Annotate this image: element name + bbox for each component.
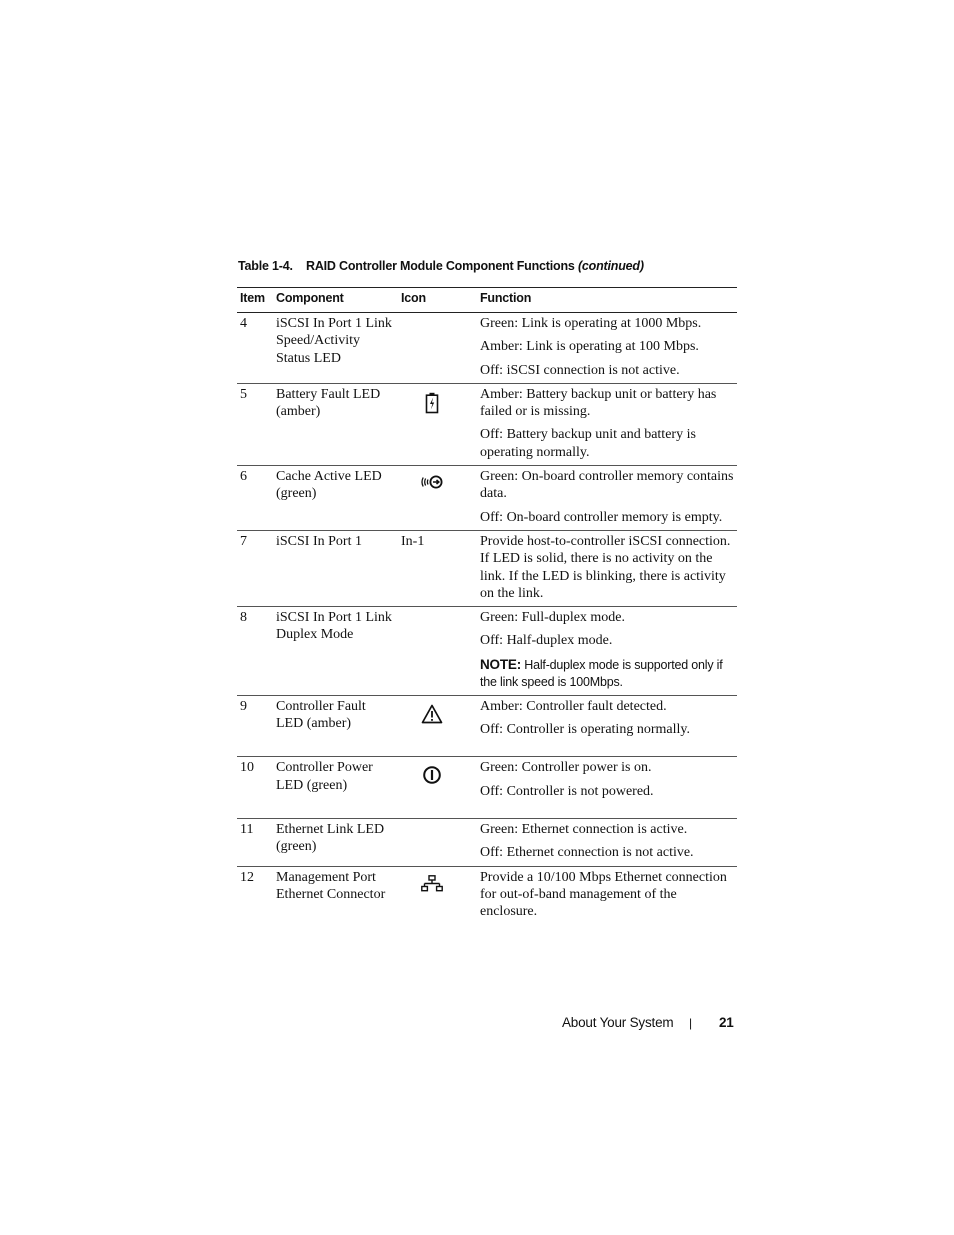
page-number: 21 xyxy=(719,1015,734,1030)
icon-cell xyxy=(398,383,477,465)
item-number: 8 xyxy=(237,607,273,696)
function-cell xyxy=(477,757,737,819)
icon-cell xyxy=(398,466,477,531)
table-header-row xyxy=(237,288,737,313)
table-row xyxy=(237,757,737,819)
table-title: RAID Controller Module Component Functions xyxy=(306,259,575,273)
table-row xyxy=(237,695,737,757)
function-line: Off: Controller is not powered. xyxy=(480,783,654,799)
function-line: Off: Battery backup unit and battery is operating normally. xyxy=(480,427,696,460)
function-cell xyxy=(477,866,737,924)
table-number: Table 1-4. xyxy=(238,259,293,273)
table-row xyxy=(237,818,737,866)
function-cell xyxy=(477,383,737,465)
table-row xyxy=(237,530,737,606)
note xyxy=(480,656,734,691)
function-line: Amber: Link is operating at 100 Mbps. xyxy=(480,339,699,355)
note-text: Half-duplex mode is supported only if the link speed is 100Mbps. xyxy=(480,657,723,689)
function-line: Amber: Battery backup unit or battery has failed or is missing. xyxy=(480,386,717,420)
function-line: Provide a 10/100 Mbps Ethernet connection for out-of-band management of the enclosure. xyxy=(480,869,727,920)
function-line: Provide host-to-controller iSCSI connection. If LED is solid, there is no activity on the link. If the LED is blinking, there is activity on the link. xyxy=(480,533,731,601)
function-line: Off: Half-duplex mode. xyxy=(480,633,613,649)
function-cell xyxy=(477,466,737,531)
component-name: iSCSI In Port 1 Link Speed/Activity Status LED xyxy=(273,313,398,384)
battery-fault-icon xyxy=(425,392,439,419)
icon-cell xyxy=(398,866,477,924)
header-item: Item xyxy=(237,288,273,313)
function-line: Green: Ethernet connection is active. xyxy=(480,821,688,837)
item-number: 9 xyxy=(237,695,273,757)
function-cell xyxy=(477,313,737,384)
icon-cell xyxy=(398,757,477,819)
item-number: 7 xyxy=(237,530,273,606)
table-caption xyxy=(238,259,644,273)
table-row xyxy=(237,866,737,924)
item-number: 12 xyxy=(240,869,254,885)
item-number: 5 xyxy=(237,383,273,465)
function-line: Off: iSCSI connection is not active. xyxy=(480,362,680,378)
item-number: 4 xyxy=(237,313,273,384)
component-name: Ethernet Link LED (green) xyxy=(273,818,398,866)
component-name: Controller Power LED (green) xyxy=(273,757,398,819)
footer-separator: | xyxy=(689,1016,692,1030)
table-row xyxy=(237,607,737,696)
function-cell xyxy=(477,818,737,866)
function-line: Green: On-board controller memory contains data. xyxy=(480,469,734,502)
component-name: iSCSI In Port 1 xyxy=(273,530,398,606)
icon-cell xyxy=(398,313,477,384)
item-number: 11 xyxy=(237,818,273,866)
function-cell xyxy=(477,530,737,606)
header-component: Component xyxy=(273,288,398,313)
table-row xyxy=(237,313,737,384)
footer-section-title: About Your System xyxy=(562,1015,674,1030)
component-name: Cache Active LED (green) xyxy=(273,466,398,531)
icon-cell xyxy=(398,818,477,866)
function-line: Green: Full-duplex mode. xyxy=(480,610,626,626)
function-line: Off: Controller is operating normally. xyxy=(480,722,690,738)
function-cell xyxy=(477,695,737,757)
icon-label: In-1 xyxy=(398,530,477,606)
network-icon xyxy=(421,875,443,898)
component-functions-table xyxy=(237,287,737,924)
item-number: 10 xyxy=(237,757,273,819)
function-line: Amber: Controller fault detected. xyxy=(480,698,667,714)
table-row xyxy=(237,466,737,531)
function-cell xyxy=(477,607,737,696)
cache-active-icon xyxy=(420,474,444,495)
function-line: Off: Ethernet connection is not active. xyxy=(480,845,694,861)
icon-cell xyxy=(398,607,477,696)
power-icon xyxy=(422,765,442,790)
function-line: Green: Link is operating at 1000 Mbps. xyxy=(480,316,702,331)
icon-cell xyxy=(398,695,477,757)
warning-triangle-icon xyxy=(421,704,443,729)
header-icon: Icon xyxy=(398,288,477,313)
component-name: iSCSI In Port 1 Link Duplex Mode xyxy=(273,607,398,696)
table-continued: (continued) xyxy=(577,259,644,273)
header-function: Function xyxy=(477,288,737,313)
table-row xyxy=(237,383,737,465)
function-line: Off: On-board controller memory is empty. xyxy=(480,509,723,525)
function-line: Green: Controller power is on. xyxy=(480,760,652,776)
item-number: 6 xyxy=(237,466,273,531)
component-name: Battery Fault LED (amber) xyxy=(273,383,398,465)
component-name: Management Port Ethernet Connector xyxy=(276,869,386,902)
note-label: NOTE: xyxy=(480,656,521,672)
component-name: Controller Fault LED (amber) xyxy=(273,695,398,757)
